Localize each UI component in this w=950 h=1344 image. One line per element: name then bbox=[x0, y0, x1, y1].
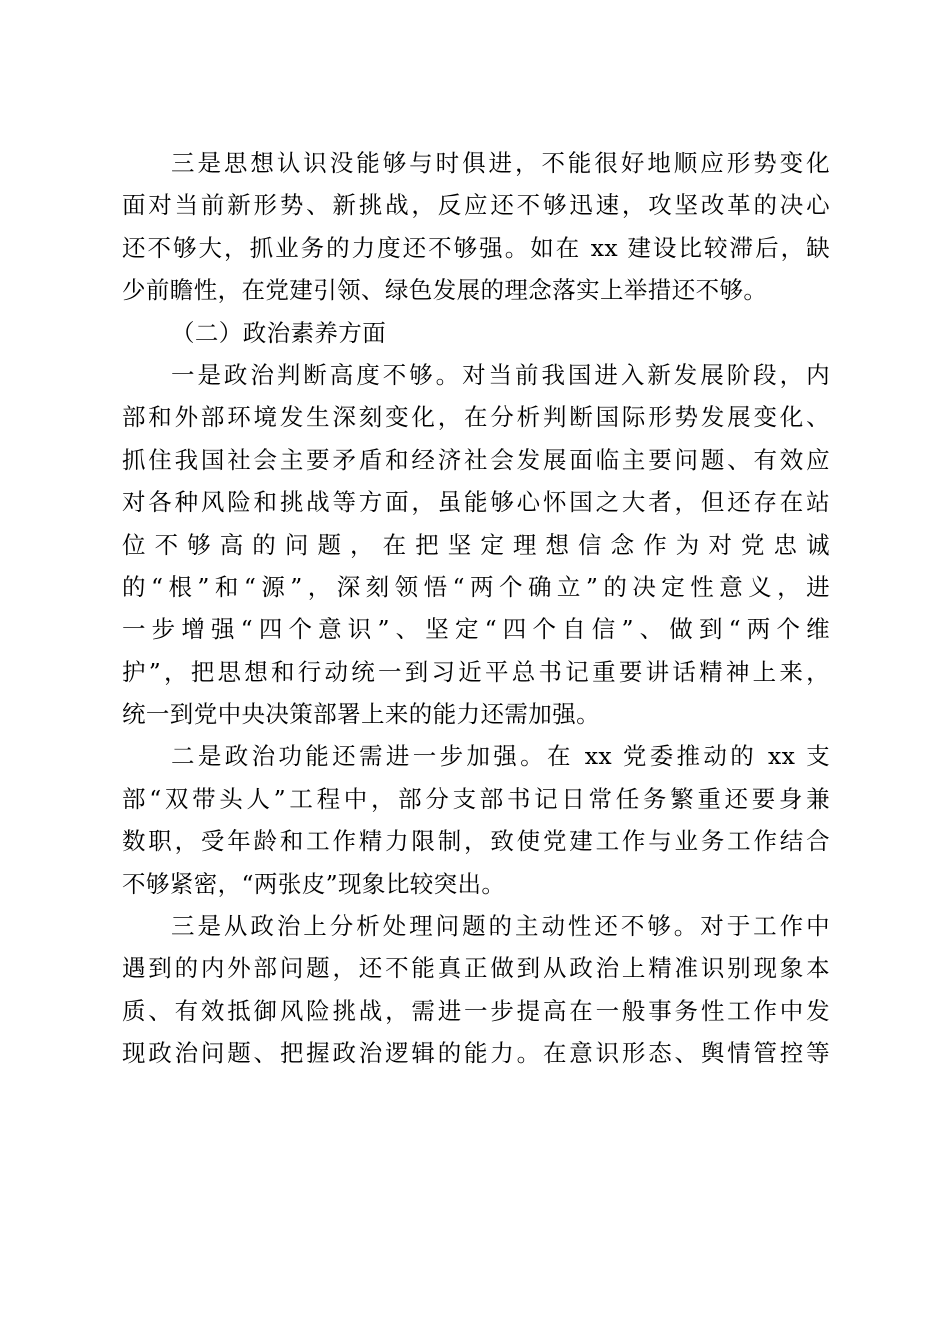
text-line: 二是政治功能还需进一步加强。在 xx 党委推动的 xx 支 bbox=[171, 742, 830, 771]
text-line: 不够紧密，“两张皮”现象比较突出。 bbox=[122, 869, 506, 898]
paragraph-thought-awareness bbox=[122, 142, 830, 312]
text-line: 一是政治判断高度不够。对当前我国进入新发展阶段，内 bbox=[171, 360, 830, 389]
text-line: 统一到党中央决策部署上来的能力还需加强。 bbox=[122, 700, 600, 729]
paragraph-political-function bbox=[122, 735, 830, 905]
text-line: 部和外部环境发生深刻变化，在分析判断国际形势发展变化、 bbox=[122, 403, 830, 432]
text-line: 质、有效抵御风险挑战，需进一步提高在一般事务性工作中发 bbox=[122, 996, 830, 1025]
text-line: 遇到的内外部问题，还不能真正做到从政治上精准识别现象本 bbox=[122, 954, 830, 983]
text-line: 部“双带头人”工程中，部分支部书记日常任务繁重还要身兼 bbox=[122, 784, 830, 813]
text-line: 抓住我国社会主要矛盾和经济社会发展面临主要问题、有效应 bbox=[122, 445, 830, 474]
text-line: 面对当前新形势、新挑战，反应还不够迅速，攻坚改革的决心 bbox=[122, 191, 830, 220]
text-line: 的“根”和“源”，深刻领悟“两个确立”的决定性意义，进 bbox=[122, 572, 830, 601]
text-line: 三是思想认识没能够与时俱进，不能很好地顺应形势变化 bbox=[171, 149, 830, 177]
heading-political-literacy: （二）政治素养方面 bbox=[171, 318, 387, 347]
section-heading bbox=[122, 312, 830, 354]
text-line: 护”，把思想和行动统一到习近平总书记重要讲话精神上来， bbox=[122, 657, 830, 686]
paragraph-political-judgment bbox=[122, 354, 830, 736]
text-line: 三是从政治上分析处理问题的主动性还不够。对于工作中 bbox=[171, 912, 830, 941]
text-line: 对各种风险和挑战等方面，虽能够心怀国之大者，但还存在站 bbox=[122, 488, 830, 517]
text-line: 现政治问题、把握政治逻辑的能力。在意识形态、舆情管控等 bbox=[122, 1039, 830, 1068]
text-line: 少前瞻性，在党建引领、绿色发展的理念落实上举措还不够。 bbox=[122, 276, 768, 305]
text-line: 数职，受年龄和工作精力限制，致使党建工作与业务工作结合 bbox=[122, 827, 830, 856]
paragraph-political-initiative bbox=[122, 905, 830, 1075]
text-line: 位不够高的问题，在把坚定理想信念作为对党忠诚 bbox=[122, 530, 830, 559]
text-line: 一步增强“四个意识”、坚定“四个自信”、做到“两个维 bbox=[122, 615, 830, 644]
document-page bbox=[122, 142, 830, 1075]
text-line: 还不够大，抓业务的力度还不够强。如在 xx 建设比较滞后，缺 bbox=[122, 233, 830, 262]
